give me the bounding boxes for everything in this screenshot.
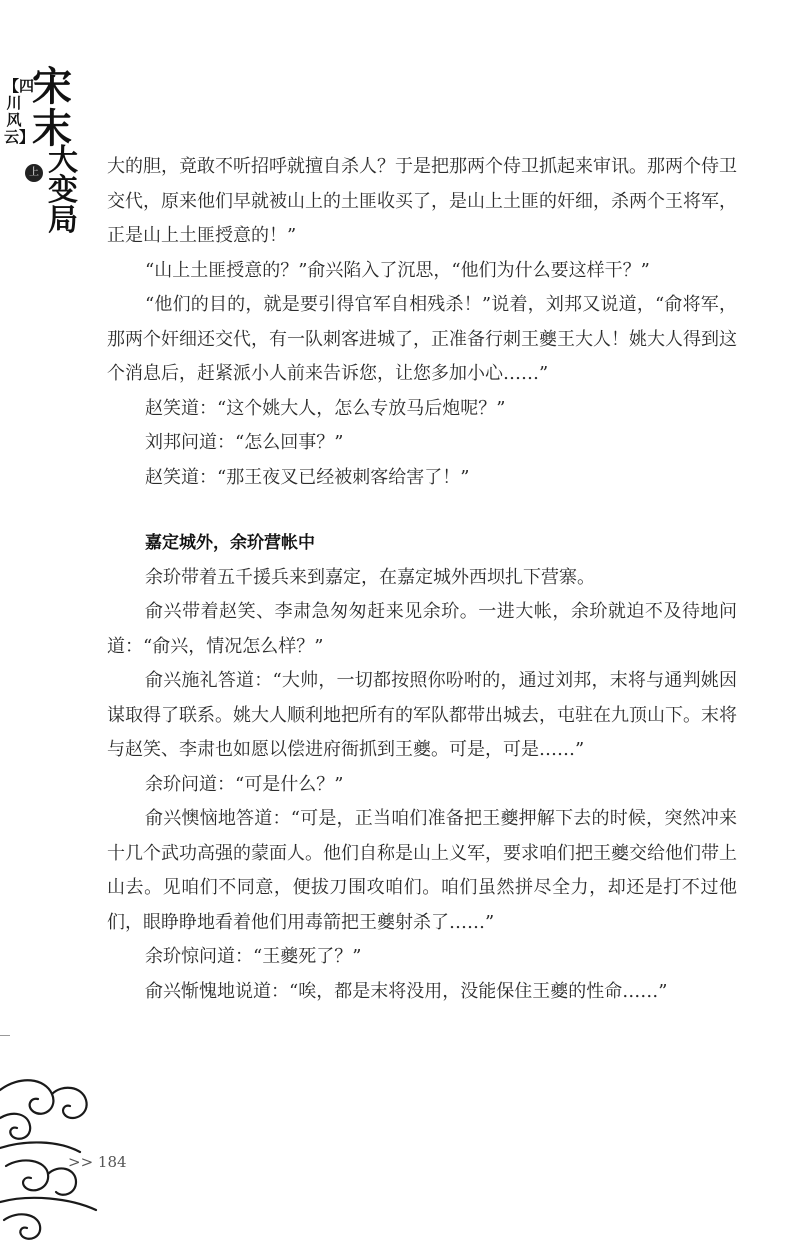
paragraph: 俞兴施礼答道：“大帅，一切都按照你吩咐的，通过刘邦，末将与通判姚因谋取得了联系。姚大人顺利地把所有的军队都带出城去，屯驻在九顶山下。末将与赵笑、李肃也如愿以偿进府衙抓到王夔。可是，可是……” xyxy=(107,670,737,760)
paragraph: 余玠问道：“可是什么？” xyxy=(145,773,344,795)
paragraph: 大的胆，竟敢不听招呼就擅自杀人？于是把那两个侍卫抓起来审讯。那两个侍卫交代，原来他们早就被山上的土匪收买了，是山上土匪的奸细，杀两个王将军，正是山上土匪授意的！” xyxy=(107,156,737,246)
paragraph: 赵笑道：“那王夜叉已经被刺客给害了！” xyxy=(145,466,470,488)
paragraph: “他们的目的，就是要引得官军自相残杀！”说着，刘邦又说道，“俞将军，那两个奸细还交代，有一队刺客进城了，正准备行刺王夔王大人！姚大人得到这个消息后，赶紧派小人前来告诉您，让您多加小心……” xyxy=(107,294,737,384)
page-body xyxy=(107,150,737,1009)
paragraph: 俞兴惭愧地说道：“唉，都是末将没用，没能保住王夔的性命……” xyxy=(145,980,668,1002)
paragraph: “山上土匪授意的？”俞兴陷入了沉思，“他们为什么要这样干？” xyxy=(145,259,650,281)
paragraph: 刘邦问道：“怎么回事？” xyxy=(145,432,344,453)
paragraph: 赵笑道：“这个姚大人，怎么专放马后炮呢？” xyxy=(145,397,506,419)
paragraph: 余玠带着五千援兵来到嘉定，在嘉定城外西坝扎下营寨。 xyxy=(145,566,595,588)
book-title-line2: 大变局 xyxy=(48,143,74,238)
series-name: 【四川风云】 xyxy=(4,77,35,146)
paragraph: 俞兴懊恼地答道：“可是，正当咱们准备把王夔押解下去的时候，突然冲来十几个武功高强的蒙面人。他们自称是山上义军，要求咱们把王夔交给他们带上山去。见咱们不同意，便拔刀围攻咱们。咱们虽然拼尽全力，却还是打不过他们，眼睁睁地看着他们用毒箭把王夔射杀了……” xyxy=(107,808,737,933)
book-title xyxy=(28,63,88,238)
book-title-line1: 宋末 xyxy=(32,63,72,152)
page-number: >> 184 xyxy=(68,1153,127,1171)
volume-badge: 上册 xyxy=(25,164,43,182)
margin-tick xyxy=(0,1035,10,1036)
paragraph: 俞兴带着赵笑、李肃急匆匆赶来见余玠。一进大帐，余玠就迫不及待地问道：“俞兴，情况怎么样？” xyxy=(107,601,737,657)
paragraph: 余玠惊问道：“王夔死了？” xyxy=(145,946,362,967)
section-heading: 嘉定城外，余玠营帐中 xyxy=(145,533,315,553)
running-header xyxy=(0,60,90,238)
